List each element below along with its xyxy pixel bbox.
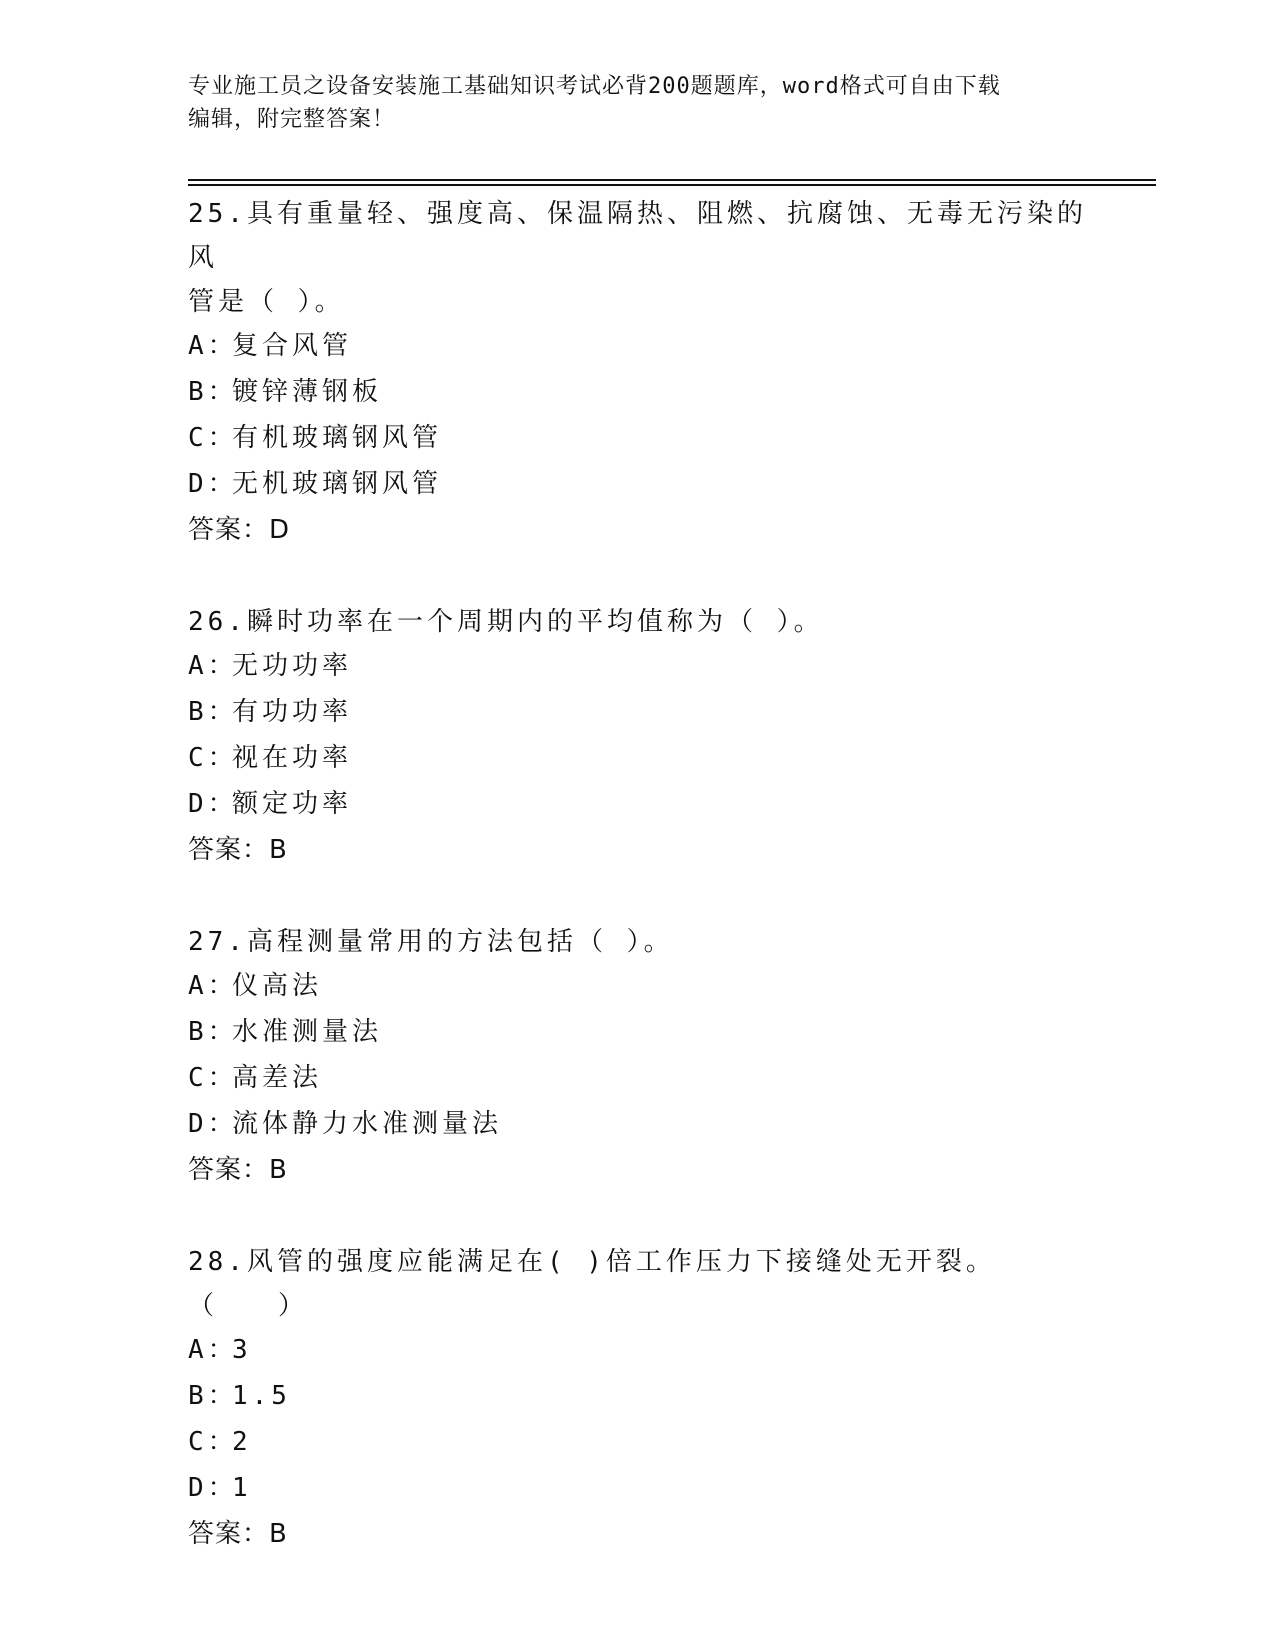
option-text: 额定功率 bbox=[232, 789, 353, 819]
option-key: B： bbox=[188, 377, 238, 407]
option-key: A： bbox=[188, 1335, 238, 1365]
option-d bbox=[188, 462, 1088, 508]
option-text: 无功功率 bbox=[232, 651, 353, 681]
option-d bbox=[188, 782, 1088, 828]
option-text: 2 bbox=[232, 1427, 252, 1457]
question-28 bbox=[188, 1240, 1088, 1558]
answer-line: 答案：B bbox=[188, 1519, 288, 1549]
option-text: 无机玻璃钢风管 bbox=[232, 469, 443, 499]
question-gap bbox=[188, 1194, 1088, 1236]
option-text: 1 bbox=[232, 1473, 252, 1503]
option-key: C： bbox=[188, 1063, 238, 1093]
header-line-1: 专业施工员之设备安装施工基础知识考试必背200题题库，word格式可自由下载 bbox=[188, 74, 1001, 99]
question-text bbox=[188, 1240, 1088, 1328]
option-key: B： bbox=[188, 697, 238, 727]
option-key: D： bbox=[188, 1109, 238, 1139]
option-key: C： bbox=[188, 1427, 238, 1457]
option-key: A： bbox=[188, 971, 238, 1001]
option-a bbox=[188, 1328, 1088, 1374]
question-text-line-1: 28.风管的强度应能满足在( )倍工作压力下接缝处无开裂。（ ） bbox=[188, 1247, 996, 1321]
question-text-line-2: 管是（ ）。 bbox=[188, 287, 345, 317]
answer-line: 答案：D bbox=[188, 515, 291, 545]
question-26 bbox=[188, 600, 1088, 874]
option-text: 有机玻璃钢风管 bbox=[232, 423, 443, 453]
question-text bbox=[188, 920, 1088, 964]
question-text bbox=[188, 600, 1088, 644]
option-key: A： bbox=[188, 331, 238, 361]
option-key: B： bbox=[188, 1381, 238, 1411]
option-a bbox=[188, 644, 1088, 690]
question-gap bbox=[188, 874, 1088, 916]
option-c bbox=[188, 1420, 1088, 1466]
option-text: 1.5 bbox=[232, 1381, 291, 1411]
option-text: 水准测量法 bbox=[232, 1017, 383, 1047]
answer-line: 答案：B bbox=[188, 835, 288, 865]
question-text-line-1: 27.高程测量常用的方法包括（ ）。 bbox=[188, 927, 674, 957]
option-key: D： bbox=[188, 469, 238, 499]
option-text: 高差法 bbox=[232, 1063, 323, 1093]
question-list bbox=[188, 188, 1088, 1558]
option-text: 流体静力水准测量法 bbox=[232, 1109, 503, 1139]
option-c bbox=[188, 416, 1088, 462]
option-a bbox=[188, 324, 1088, 370]
option-text: 3 bbox=[232, 1335, 252, 1365]
question-text bbox=[188, 192, 1088, 324]
answer-line: 答案：B bbox=[188, 1155, 288, 1185]
option-key: D： bbox=[188, 789, 238, 819]
option-key: D： bbox=[188, 1473, 238, 1503]
option-b bbox=[188, 1010, 1088, 1056]
question-text-line-1: 25.具有重量轻、强度高、保温隔热、阻燃、抗腐蚀、无毒无污染的风 bbox=[188, 199, 1087, 273]
option-c bbox=[188, 1056, 1088, 1102]
option-b bbox=[188, 1374, 1088, 1420]
question-text-line-1: 26.瞬时功率在一个周期内的平均值称为（ ）。 bbox=[188, 607, 824, 637]
option-d bbox=[188, 1466, 1088, 1512]
option-c bbox=[188, 736, 1088, 782]
option-key: A： bbox=[188, 651, 238, 681]
header-divider-bottom bbox=[188, 184, 1156, 186]
question-gap bbox=[188, 554, 1088, 596]
option-b bbox=[188, 690, 1088, 736]
option-b bbox=[188, 370, 1088, 416]
option-a bbox=[188, 964, 1088, 1010]
header-line-2: 编辑，附完整答案！ bbox=[188, 107, 396, 132]
question-25 bbox=[188, 192, 1088, 554]
option-text: 镀锌薄钢板 bbox=[232, 377, 383, 407]
question-27 bbox=[188, 920, 1088, 1194]
document-header bbox=[188, 70, 1088, 136]
option-text: 视在功率 bbox=[232, 743, 353, 773]
option-key: B： bbox=[188, 1017, 238, 1047]
header-divider-top bbox=[188, 179, 1156, 181]
option-d bbox=[188, 1102, 1088, 1148]
option-key: C： bbox=[188, 743, 238, 773]
option-text: 仪高法 bbox=[232, 971, 323, 1001]
option-key: C： bbox=[188, 423, 238, 453]
option-text: 复合风管 bbox=[232, 331, 353, 361]
option-text: 有功功率 bbox=[232, 697, 353, 727]
